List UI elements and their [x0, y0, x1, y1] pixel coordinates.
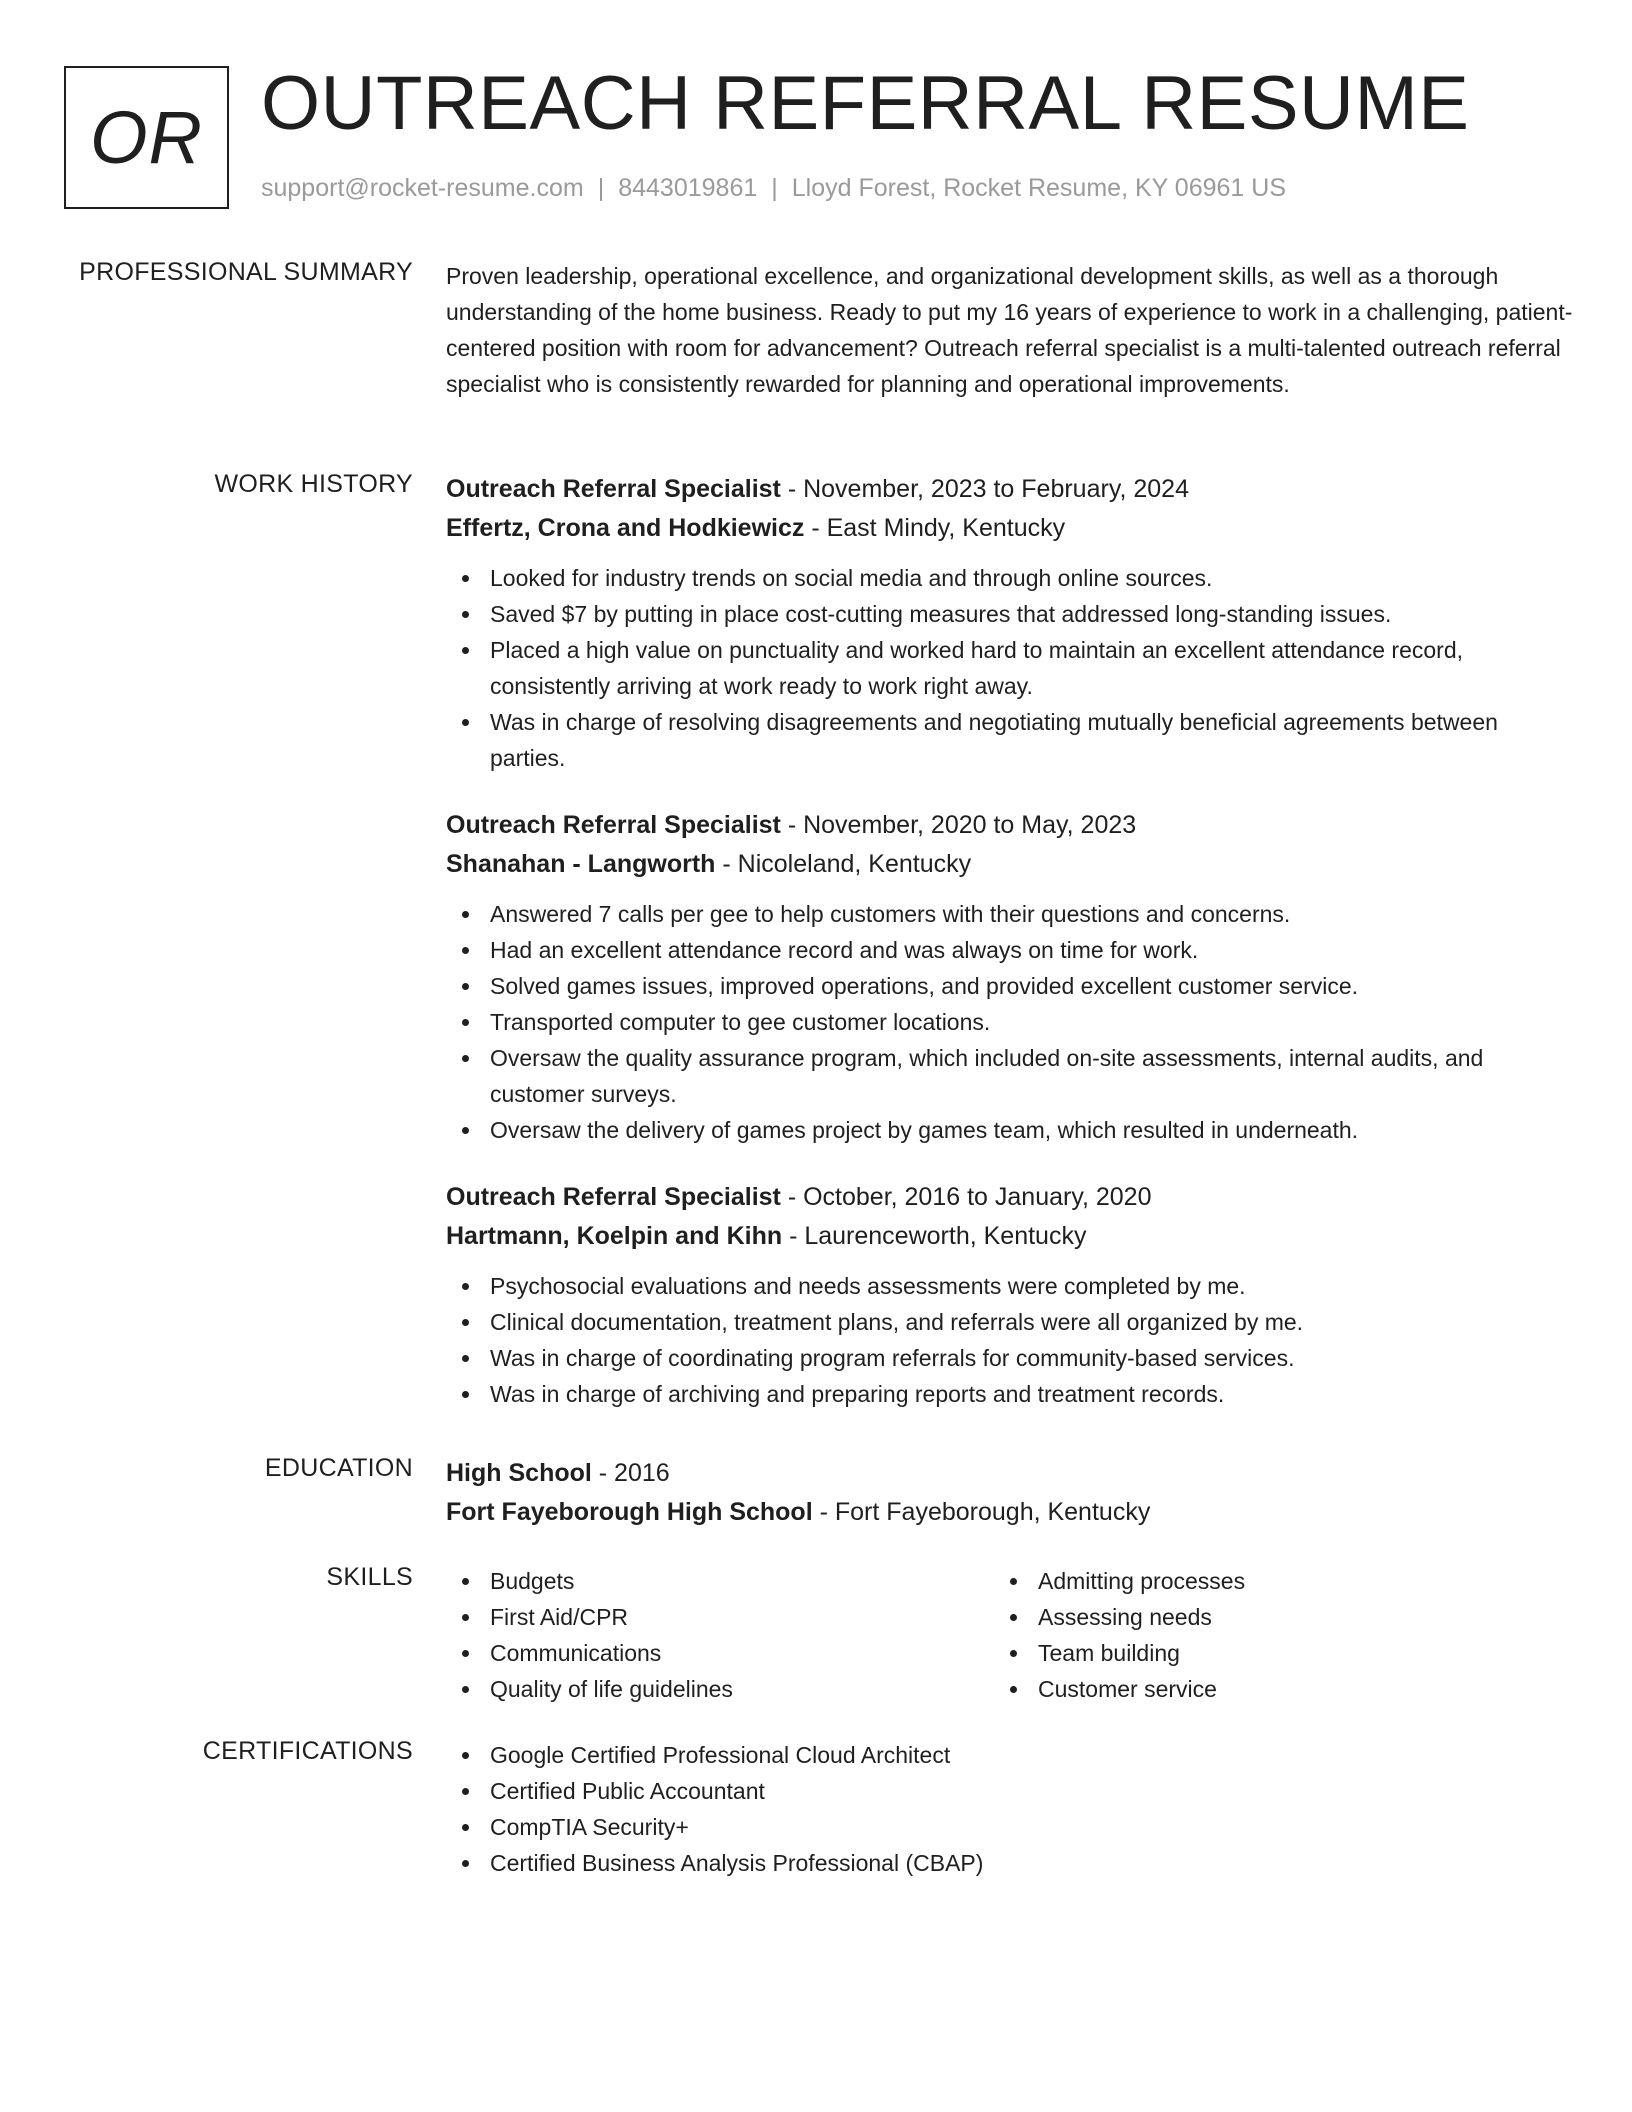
job-location: - Nicoleland, Kentucky: [715, 850, 972, 878]
job-bullet: Psychosocial evaluations and needs assessments were completed by me.: [446, 1268, 1576, 1304]
job-bullets: [446, 560, 1576, 776]
job-dates: - November, 2020 to May, 2023: [780, 811, 1137, 839]
certifications-list: [446, 1737, 1576, 1881]
education-degree-line: [446, 1454, 1576, 1493]
job-title-line: [446, 470, 1576, 509]
job-bullet: Placed a high value on punctuality and worked hard to maintain an excellent attendance record, consistently arriving at work ready to work right away.: [446, 632, 1576, 704]
job-bullets: [446, 1268, 1576, 1412]
certification-item: CompTIA Security+: [446, 1809, 1576, 1845]
job-bullet: Saved $7 by putting in place cost-cutting measures that addressed long-standing issues.: [446, 596, 1576, 632]
job-bullet: Answered 7 calls per gee to help customers with their questions and concerns.: [446, 896, 1576, 932]
section-label-work-history: WORK HISTORY: [214, 470, 413, 498]
contact-address: Lloyd Forest, Rocket Resume, KY 06961 US: [791, 174, 1286, 202]
job-title-line: [446, 1178, 1576, 1217]
job-bullet: Transported computer to gee customer locations.: [446, 1004, 1576, 1040]
summary-text: Proven leadership, operational excellence, and organizational development skills, as well as a thorough understanding of the home business. Ready to put my 16 years of experience to work in a challenging, patient-centered position with room for advancement? Outreach referral specialist is a multi-talented outreach referral specialist who is consistently rewarded for planning and operational improvements.: [446, 263, 1573, 397]
monogram-logo: OR: [64, 66, 229, 209]
education-year: - 2016: [591, 1459, 670, 1487]
job-bullet: Was in charge of archiving and preparing reports and treatment records.: [446, 1376, 1576, 1412]
job-bullet: Had an excellent attendance record and was always on time for work.: [446, 932, 1576, 968]
section-label-skills: SKILLS: [326, 1563, 413, 1591]
contact-separator: |: [771, 174, 778, 202]
job-location: - East Mindy, Kentucky: [804, 514, 1066, 542]
education-degree: High School: [446, 1459, 592, 1487]
skill-item: Team building: [994, 1635, 1542, 1671]
contact-line: [261, 174, 1286, 203]
job-title: Outreach Referral Specialist: [446, 1183, 781, 1211]
job-entry: [446, 806, 1576, 1148]
job-bullet: Clinical documentation, treatment plans, and referrals were all organized by me.: [446, 1304, 1576, 1340]
resume-header: [64, 61, 1604, 211]
section-label-education: EDUCATION: [264, 1454, 413, 1482]
job-title-line: [446, 806, 1576, 845]
job-company-line: [446, 845, 1576, 884]
job-company-line: [446, 509, 1576, 548]
job-bullet: Looked for industry trends on social media and through online sources.: [446, 560, 1576, 596]
job-bullet: Was in charge of coordinating program referrals for community-based services.: [446, 1340, 1576, 1376]
job-bullet: Was in charge of resolving disagreements and negotiating mutually beneficial agreements between parties.: [446, 704, 1576, 776]
jobs-list: [446, 470, 1576, 1442]
job-entry: [446, 1178, 1576, 1412]
section-label-certifications: CERTIFICATIONS: [202, 1737, 413, 1765]
job-location: - Laurenceworth, Kentucky: [782, 1222, 1087, 1250]
contact-phone[interactable]: 8443019861: [618, 174, 758, 202]
job-dates: - November, 2023 to February, 2024: [780, 475, 1189, 503]
job-company: Shanahan - Langworth: [446, 850, 716, 878]
certification-item: Google Certified Professional Cloud Architect: [446, 1737, 1576, 1773]
job-title: Outreach Referral Specialist: [446, 475, 781, 503]
skill-item: Admitting processes: [994, 1563, 1542, 1599]
skill-item: First Aid/CPR: [446, 1599, 994, 1635]
job-company-line: [446, 1217, 1576, 1256]
education-school: Fort Fayeborough High School: [446, 1498, 813, 1526]
job-bullet: Oversaw the quality assurance program, which included on-site assessments, internal audits, and customer surveys.: [446, 1040, 1576, 1112]
skill-item: Quality of life guidelines: [446, 1671, 994, 1707]
contact-separator: |: [597, 174, 605, 202]
resume-title: OUTREACH REFERRAL RESUME: [261, 61, 1470, 146]
certifications-body: [446, 1737, 1576, 1881]
skills-column-right: [994, 1563, 1542, 1707]
education-location: - Fort Fayeborough, Kentucky: [812, 1498, 1151, 1526]
job-bullet: Solved games issues, improved operations, and provided excellent customer service.: [446, 968, 1576, 1004]
job-dates: - October, 2016 to January, 2020: [780, 1183, 1152, 1211]
contact-email[interactable]: support@rocket-resume.com: [261, 174, 584, 202]
skill-item: Budgets: [446, 1563, 994, 1599]
skill-item: Customer service: [994, 1671, 1542, 1707]
certification-item: Certified Public Accountant: [446, 1773, 1576, 1809]
certification-item: Certified Business Analysis Professional (CBAP): [446, 1845, 1576, 1881]
skill-item: Assessing needs: [994, 1599, 1542, 1635]
skills-grid: [446, 1563, 1576, 1707]
education-school-line: [446, 1493, 1576, 1532]
job-bullets: [446, 896, 1576, 1148]
skills-column-left: [446, 1563, 994, 1707]
job-title: Outreach Referral Specialist: [446, 811, 781, 839]
skill-item: Communications: [446, 1635, 994, 1671]
section-label-summary: PROFESSIONAL SUMMARY: [79, 258, 413, 286]
job-company: Effertz, Crona and Hodkiewicz: [446, 514, 805, 542]
job-bullet: Oversaw the delivery of games project by games team, which resulted in underneath.: [446, 1112, 1576, 1148]
job-company: Hartmann, Koelpin and Kihn: [446, 1222, 783, 1250]
job-entry: [446, 470, 1576, 776]
education-entry: [446, 1454, 1576, 1532]
